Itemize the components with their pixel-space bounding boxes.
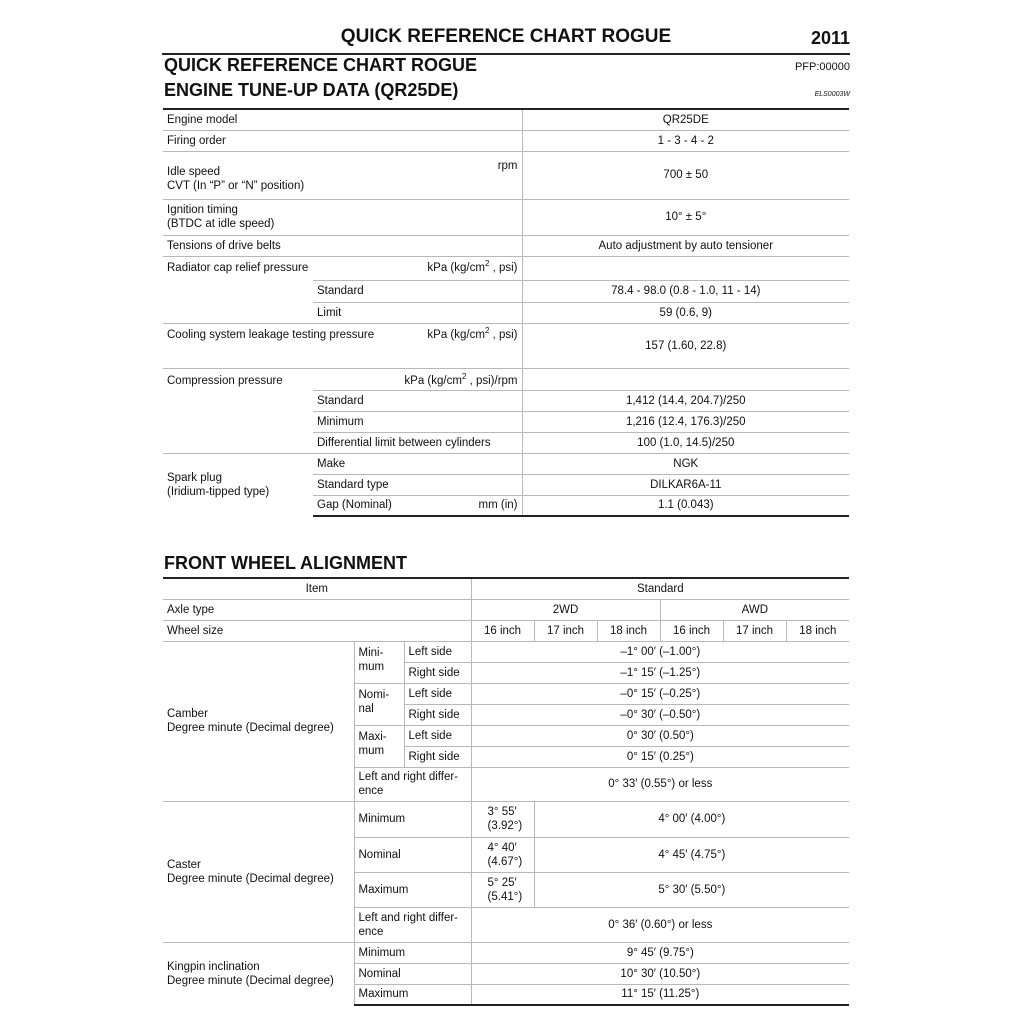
row-label bbox=[163, 151, 522, 199]
ign-label-1: Ignition timing bbox=[167, 204, 238, 216]
caster-max-16: 5° 25′ (5.41°) bbox=[471, 872, 534, 907]
caster-min-other: 4° 00′ (4.00°) bbox=[534, 801, 849, 837]
unit-label: mm (in) bbox=[478, 499, 518, 512]
page-header bbox=[162, 22, 850, 55]
camber-diff-value: 0° 33′ (0.55°) or less bbox=[471, 767, 849, 801]
row-value: 1 - 3 - 4 - 2 bbox=[522, 130, 849, 151]
camber-max-right: 0° 15′ (0.25°) bbox=[471, 746, 849, 767]
kingpin-nom: 10° 30′ (10.50°) bbox=[471, 963, 849, 984]
camber-nom-left: –0° 15′ (–0.25°) bbox=[471, 683, 849, 704]
table-row bbox=[163, 256, 849, 280]
table-row bbox=[163, 130, 849, 151]
sub-label: Gap (Nominal) mm (in) bbox=[313, 495, 522, 516]
table-row bbox=[163, 151, 849, 199]
caster-label: Caster Degree minute (Decimal degree) bbox=[163, 801, 354, 942]
table-row bbox=[163, 641, 849, 662]
sub-label: Minimum bbox=[313, 411, 522, 432]
kingpin-minimum-label: Minimum bbox=[354, 942, 471, 963]
row-value: 10° ± 5° bbox=[522, 199, 849, 235]
table-row bbox=[163, 578, 849, 599]
axle-awd: AWD bbox=[660, 599, 849, 620]
maximum-label: Maxi- mum bbox=[354, 725, 404, 767]
row-value: 1,412 (14.4, 204.7)/250 bbox=[522, 390, 849, 411]
unit-label: kPa ($kg/cm^2$ , psi) bbox=[427, 259, 518, 274]
table-row bbox=[163, 368, 849, 390]
row-value: 100 (1.0, 14.5)/250 bbox=[522, 432, 849, 453]
row-value: Auto adjustment by auto tensioner bbox=[522, 235, 849, 256]
row-value: 78.4 - 98.0 (0.8 - 1.0, 11 - 14) bbox=[522, 280, 849, 302]
kingpin-label: Kingpin inclination Degree minute (Decimal degree) bbox=[163, 942, 354, 1005]
section-title: QUICK REFERENCE CHART ROGUE bbox=[164, 55, 478, 75]
pfp-code: PFP:00000 bbox=[794, 61, 850, 73]
caster-nom-16: 4° 40′ (4.67°) bbox=[471, 837, 534, 872]
caster-minimum-label: Minimum bbox=[354, 801, 471, 837]
wheel-size: 17 inch bbox=[534, 620, 597, 641]
idle-label-1: Idle speed bbox=[167, 166, 221, 178]
table-row bbox=[163, 280, 849, 302]
table-row bbox=[163, 801, 849, 837]
lr-diff-label: Left and right differ- ence bbox=[354, 767, 471, 801]
row-value: NGK bbox=[522, 453, 849, 474]
kingpin-maximum-label: Maximum bbox=[354, 984, 471, 1005]
standard-header: Standard bbox=[471, 578, 849, 599]
comp-label: Compression pressure bbox=[167, 374, 283, 387]
row-value: QR25DE bbox=[522, 109, 849, 130]
sub-label: Standard bbox=[313, 390, 522, 411]
row-label: Tensions of drive belts bbox=[163, 235, 522, 256]
row-value: 1.1 (0.043) bbox=[522, 495, 849, 516]
row-label: Axle type bbox=[163, 599, 471, 620]
camber-min-left: –1° 00′ (–1.00°) bbox=[471, 641, 849, 662]
row-value: 700 ± 50 bbox=[522, 151, 849, 199]
row-value bbox=[522, 256, 849, 280]
minimum-label: Mini- mum bbox=[354, 641, 404, 683]
unit-label: kPa ($kg/cm^2$ , psi) bbox=[427, 325, 518, 341]
camber-min-right: –1° 15′ (–1.25°) bbox=[471, 662, 849, 683]
table-row bbox=[163, 432, 849, 453]
row-label bbox=[163, 368, 522, 390]
row-value: 1,216 (12.4, 176.3)/250 bbox=[522, 411, 849, 432]
header-year: 2011 bbox=[810, 28, 850, 48]
table-row bbox=[163, 620, 849, 641]
table-row bbox=[163, 302, 849, 323]
camber-nom-right: –0° 30′ (–0.50°) bbox=[471, 704, 849, 725]
spark-label-1: Spark plug bbox=[167, 471, 222, 484]
camber-max-left: 0° 30′ (0.50°) bbox=[471, 725, 849, 746]
side-label: Right side bbox=[404, 746, 471, 767]
row-label bbox=[163, 256, 522, 280]
wheel-size: 16 inch bbox=[660, 620, 723, 641]
wheel-size: 17 inch bbox=[723, 620, 786, 641]
row-value: 59 (0.6, 9) bbox=[522, 302, 849, 323]
caster-maximum-label: Maximum bbox=[354, 872, 471, 907]
side-label: Left side bbox=[404, 725, 471, 746]
table-row bbox=[163, 109, 849, 130]
row-label: Firing order bbox=[163, 130, 522, 151]
table-row bbox=[163, 199, 849, 235]
engine-tuneup-table bbox=[163, 108, 849, 517]
caster-diff-value: 0° 36′ (0.60°) or less bbox=[471, 907, 849, 942]
sub-label: Standard type bbox=[313, 474, 522, 495]
caster-nominal-label: Nominal bbox=[354, 837, 471, 872]
els-code: ELS0003W bbox=[814, 91, 850, 98]
unit-label: rpm bbox=[497, 160, 518, 172]
front-wheel-alignment-table bbox=[163, 577, 849, 1006]
idle-label-2: CVT (In “P” or “N” position) bbox=[167, 180, 305, 192]
front-wheel-alignment-title: FRONT WHEEL ALIGNMENT bbox=[164, 553, 407, 573]
kingpin-nominal-label: Nominal bbox=[354, 963, 471, 984]
header-title: QUICK REFERENCE CHART ROGUE bbox=[340, 26, 672, 47]
camber-label: Camber Degree minute (Decimal degree) bbox=[163, 641, 354, 801]
side-label: Right side bbox=[404, 704, 471, 725]
row-label bbox=[163, 453, 313, 516]
ign-label-2: (BTDC at idle speed) bbox=[167, 218, 275, 230]
cool-label: Cooling system leakage testing pressure bbox=[167, 328, 375, 341]
kingpin-max: 11° 15′ (11.25°) bbox=[471, 984, 849, 1005]
sub-label: Differential limit between cylinders bbox=[313, 432, 522, 453]
table-row bbox=[163, 942, 849, 963]
row-label: Engine model bbox=[163, 109, 522, 130]
kingpin-min: 9° 45′ (9.75°) bbox=[471, 942, 849, 963]
table-row bbox=[163, 235, 849, 256]
row-label: Wheel size bbox=[163, 620, 471, 641]
table-row bbox=[163, 411, 849, 432]
table-row bbox=[163, 390, 849, 411]
row-label bbox=[163, 323, 522, 368]
lr-diff-label: Left and right differ- ence bbox=[354, 907, 471, 942]
side-label: Left side bbox=[404, 683, 471, 704]
sub-label: Standard bbox=[313, 280, 522, 302]
row-value: DILKAR6A-11 bbox=[522, 474, 849, 495]
wheel-size: 16 inch bbox=[471, 620, 534, 641]
caster-max-other: 5° 30′ (5.50°) bbox=[534, 872, 849, 907]
row-value: 157 (1.60, 22.8) bbox=[522, 323, 849, 368]
engine-tuneup-title: ENGINE TUNE-UP DATA (QR25DE) bbox=[164, 80, 459, 100]
unit-label: kPa ($kg/cm^2$ , psi)/rpm bbox=[404, 371, 518, 387]
table-row bbox=[163, 323, 849, 368]
spark-label-2: (Iridium-tipped type) bbox=[167, 485, 270, 498]
sub-label: Limit bbox=[313, 302, 522, 323]
wheel-size: 18 inch bbox=[786, 620, 849, 641]
rad-label: Radiator cap relief pressure bbox=[167, 262, 309, 274]
caster-nom-other: 4° 45′ (4.75°) bbox=[534, 837, 849, 872]
nominal-label: Nomi- nal bbox=[354, 683, 404, 725]
sub-label: Make bbox=[313, 453, 522, 474]
table-row bbox=[163, 599, 849, 620]
axle-2wd: 2WD bbox=[471, 599, 660, 620]
item-header: Item bbox=[163, 578, 471, 599]
caster-min-16: 3° 55′ (3.92°) bbox=[471, 801, 534, 837]
wheel-size: 18 inch bbox=[597, 620, 660, 641]
table-row bbox=[163, 453, 849, 474]
row-label bbox=[163, 199, 522, 235]
side-label: Left side bbox=[404, 641, 471, 662]
side-label: Right side bbox=[404, 662, 471, 683]
